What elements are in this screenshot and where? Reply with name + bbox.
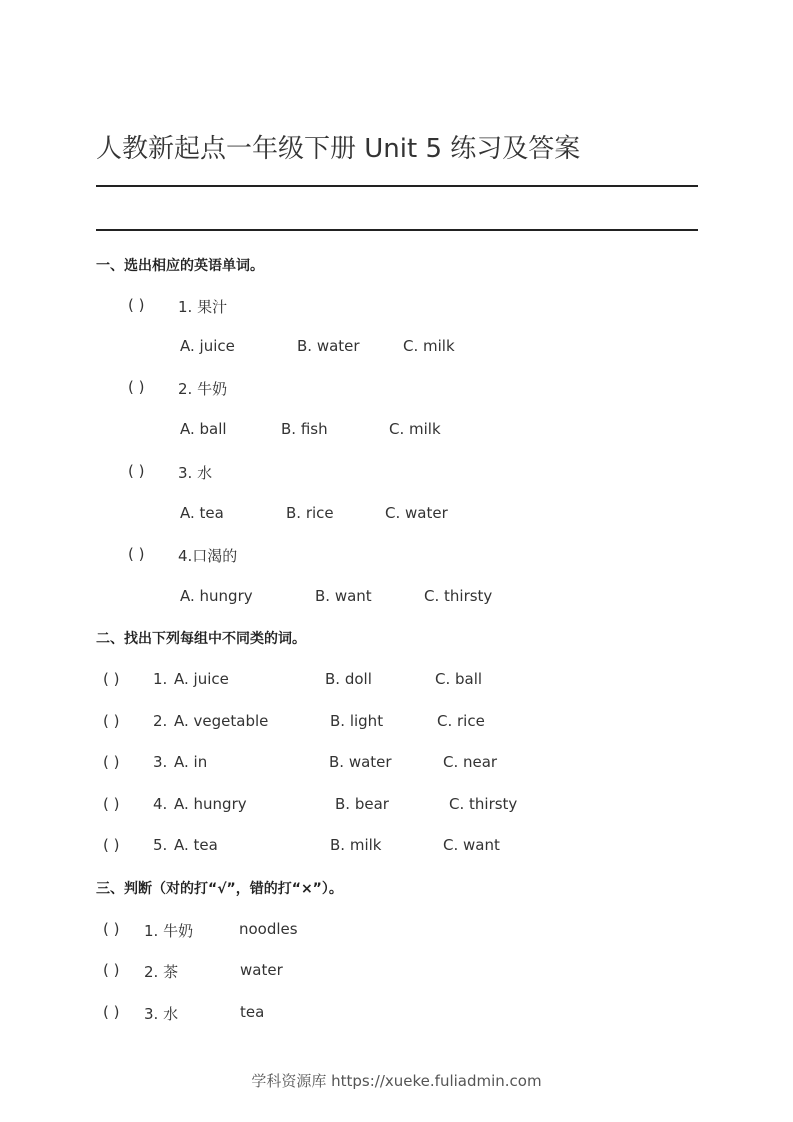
- answer-blank[interactable]: ( ): [103, 1003, 120, 1021]
- option-a: A. juice: [174, 670, 229, 688]
- answer-blank[interactable]: ( ): [128, 545, 145, 563]
- question-stem: 3. 水: [178, 464, 213, 482]
- english-word: water: [240, 961, 283, 979]
- answer-blank[interactable]: ( ): [103, 753, 120, 771]
- option-c: C. thirsty: [449, 795, 518, 813]
- section-2-heading: 二、找出下列每组中不同类的词。: [96, 631, 306, 647]
- option-b: B. fish: [281, 420, 328, 438]
- answer-blank[interactable]: ( ): [103, 670, 120, 688]
- option-c: C. milk: [403, 337, 455, 355]
- row-number: 5.: [153, 836, 168, 854]
- option-c: C. near: [443, 753, 498, 771]
- question-stem: 1. 牛奶: [144, 922, 194, 940]
- row-number: 4.: [153, 795, 168, 813]
- option-a: A. vegetable: [174, 712, 269, 730]
- option-b: B. doll: [325, 670, 372, 688]
- section-1-heading: 一、选出相应的英语单词。: [96, 258, 264, 274]
- divider-top: [96, 185, 698, 187]
- option-a: A. tea: [174, 836, 218, 854]
- option-b: B. milk: [330, 836, 382, 854]
- option-a: A. in: [174, 753, 208, 771]
- option-a: A. hungry: [174, 795, 247, 813]
- answer-blank[interactable]: ( ): [128, 462, 145, 480]
- option-c: C. water: [385, 504, 448, 522]
- question-stem: 1. 果汁: [178, 298, 228, 316]
- row-number: 1.: [153, 670, 168, 688]
- option-b: B. light: [330, 712, 384, 730]
- option-a: A. ball: [180, 420, 227, 438]
- english-word: noodles: [239, 920, 298, 938]
- option-c: C. thirsty: [424, 587, 493, 605]
- option-a: A. juice: [180, 337, 235, 355]
- option-c: C. milk: [389, 420, 441, 438]
- answer-blank[interactable]: ( ): [128, 378, 145, 396]
- page-title: 人教新起点一年级下册 Unit 5 练习及答案: [96, 134, 581, 164]
- answer-blank[interactable]: ( ): [103, 795, 120, 813]
- row-number: 3.: [153, 753, 168, 771]
- divider-bottom: [96, 229, 698, 231]
- question-stem: 3. 水: [144, 1005, 179, 1023]
- answer-blank[interactable]: ( ): [103, 712, 120, 730]
- footer-source: 学科资源库 https://xueke.fuliadmin.com: [251, 1072, 542, 1090]
- question-stem: 4.口渴的: [178, 547, 238, 565]
- question-stem: 2. 牛奶: [178, 380, 228, 398]
- answer-blank[interactable]: ( ): [103, 961, 120, 979]
- option-b: B. want: [315, 587, 372, 605]
- option-b: B. bear: [335, 795, 389, 813]
- answer-blank[interactable]: ( ): [103, 836, 120, 854]
- option-b: B. rice: [286, 504, 334, 522]
- option-c: C. want: [443, 836, 500, 854]
- english-word: tea: [240, 1003, 265, 1021]
- option-b: B. water: [297, 337, 360, 355]
- option-c: C. ball: [435, 670, 483, 688]
- row-number: 2.: [153, 712, 168, 730]
- option-b: B. water: [329, 753, 392, 771]
- answer-blank[interactable]: ( ): [103, 920, 120, 938]
- option-c: C. rice: [437, 712, 485, 730]
- section-3-heading: 三、判断（对的打“√”，错的打“×”）。: [96, 881, 343, 897]
- answer-blank[interactable]: ( ): [128, 296, 145, 314]
- option-a: A. tea: [180, 504, 224, 522]
- option-a: A. hungry: [180, 587, 253, 605]
- question-stem: 2. 茶: [144, 963, 179, 981]
